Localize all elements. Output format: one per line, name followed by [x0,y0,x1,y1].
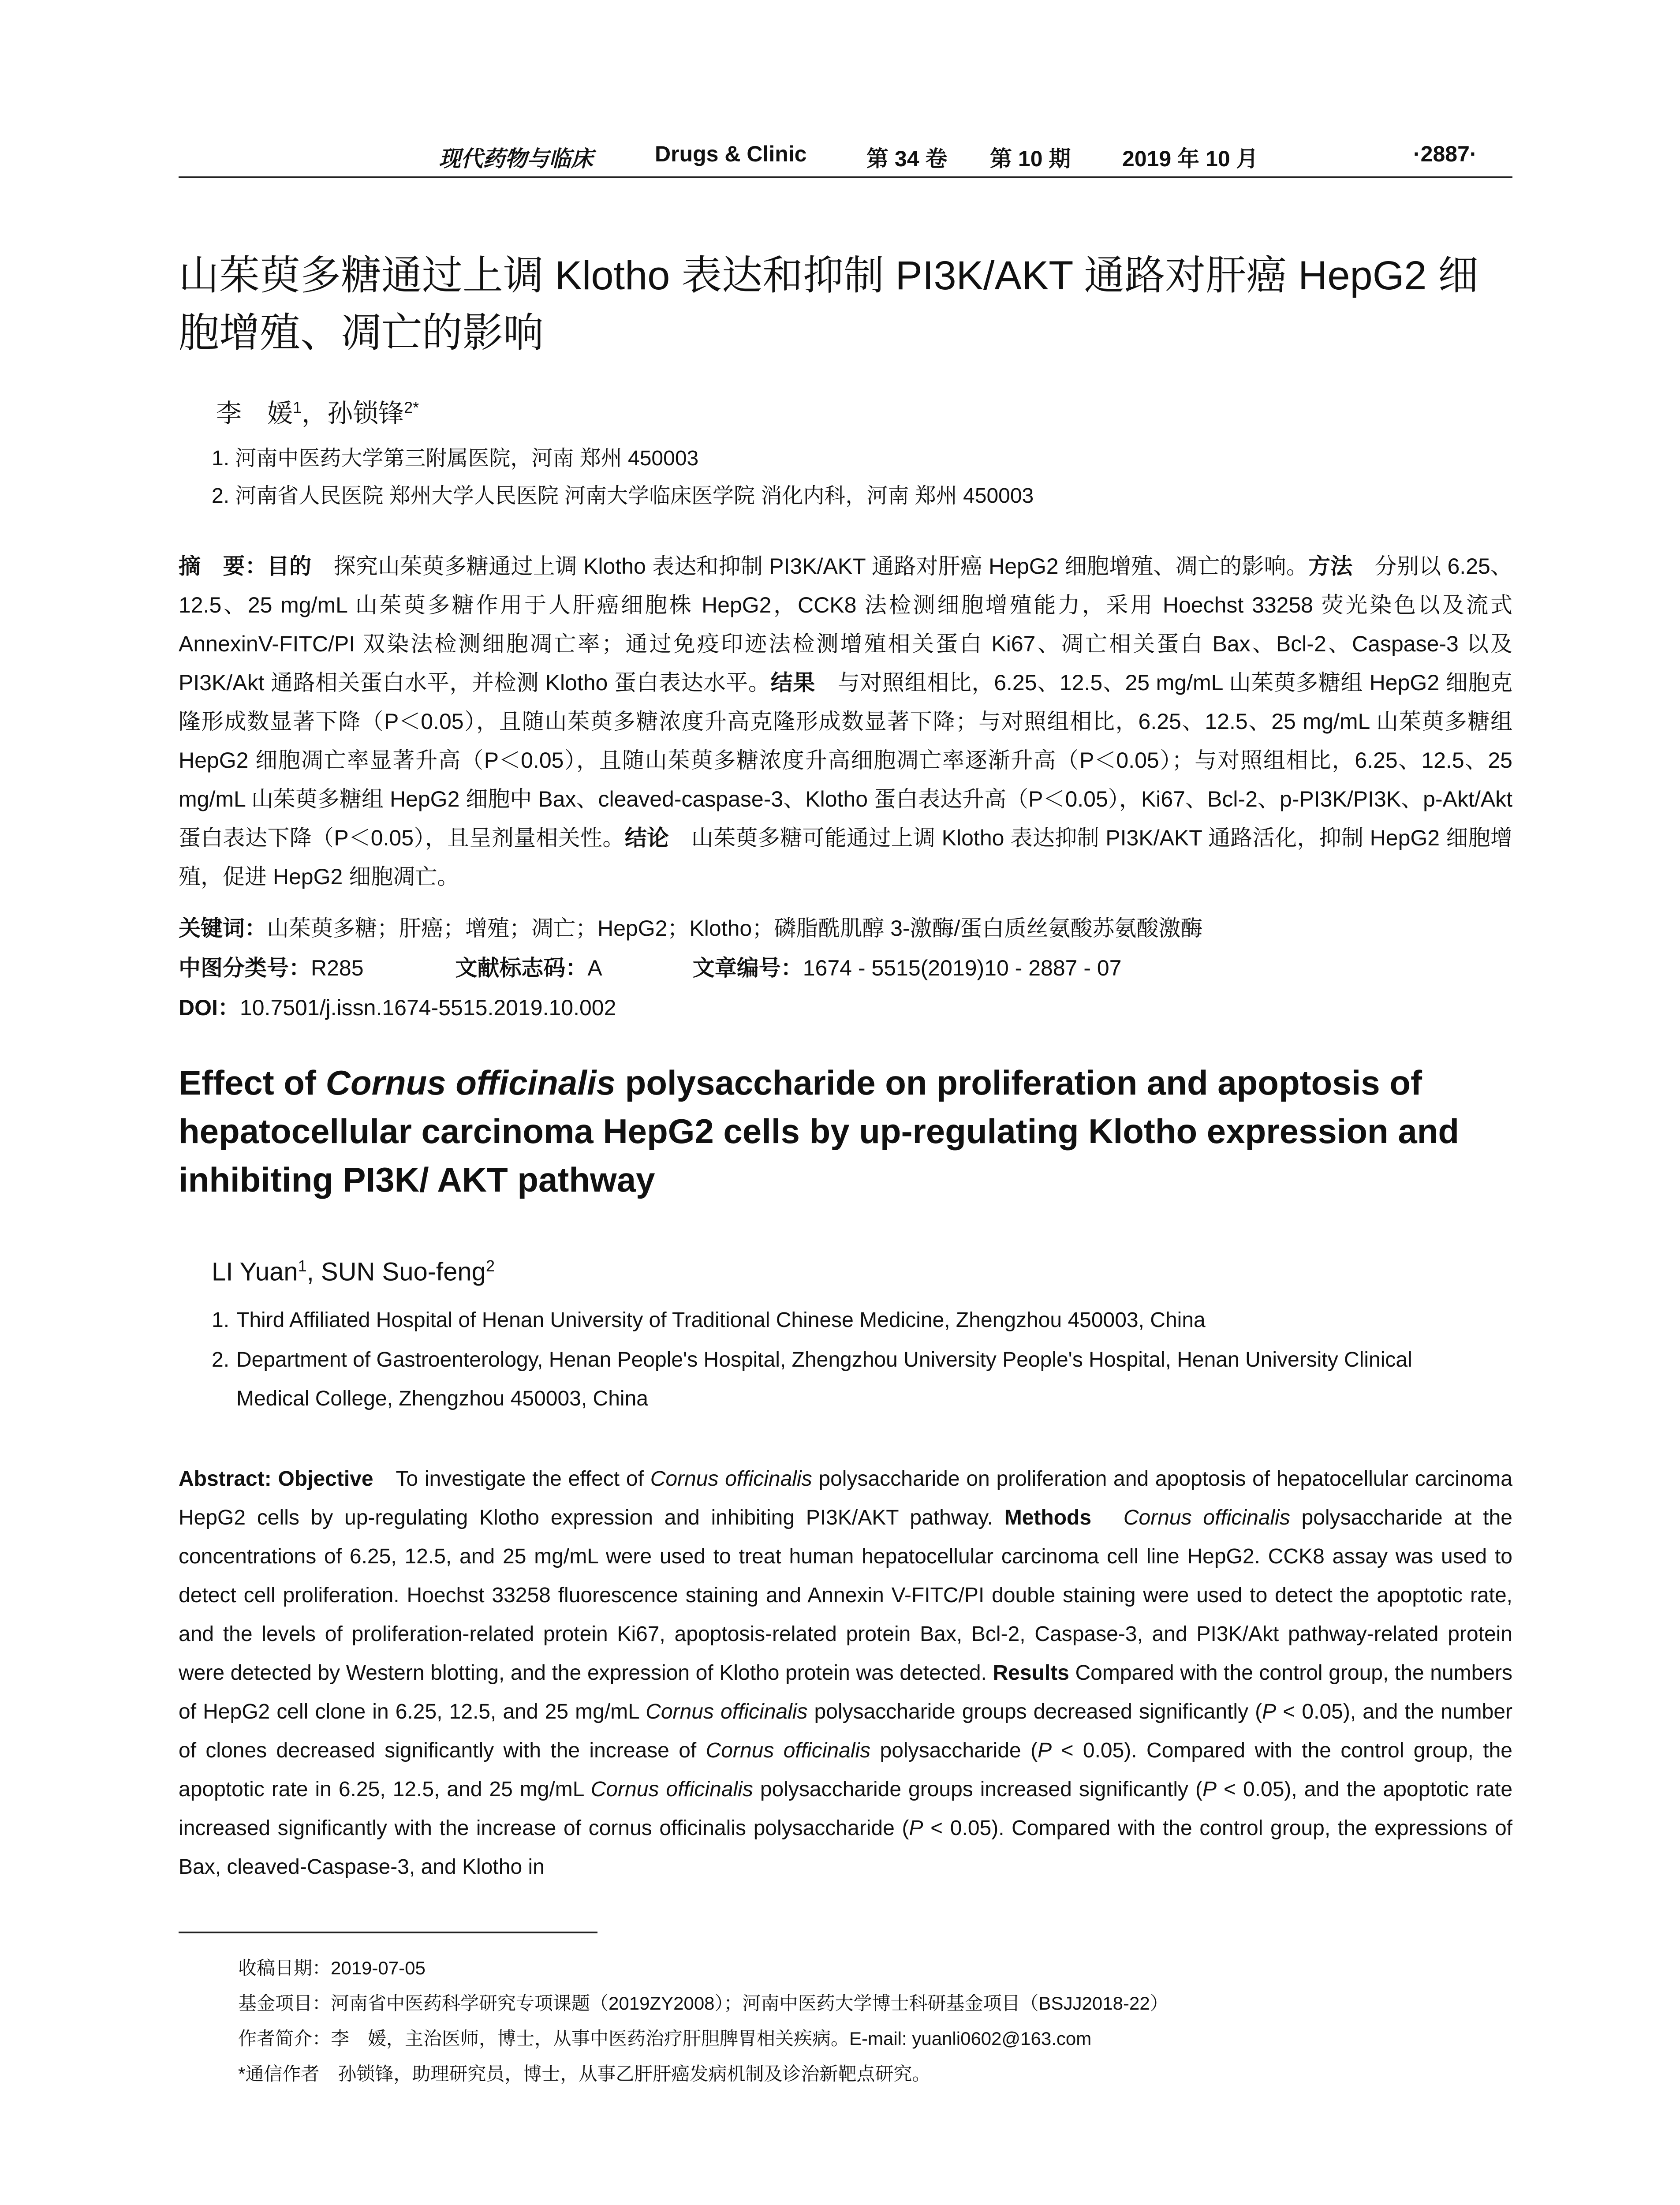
issue: 第 10 期 [990,146,1071,171]
en-objective-a: To investigate the effect of [373,1467,650,1491]
en-results-p-3: P [1202,1778,1217,1801]
doi-label: DOI： [179,995,240,1020]
en-objective-label: Objective [278,1467,373,1491]
doccode-value: A [587,956,601,980]
en-author-2: SUN Suo-feng [321,1257,486,1286]
articleno-value: 1674 - 5515(2019)10 - 2887 - 07 [803,956,1122,980]
en-results-p-2: P [1038,1739,1052,1762]
doccode-label: 文献标志码： [455,956,588,980]
cn-affiliation-2: 2. 河南省人民医院 郑州大学人民医院 河南大学临床医学院 消化内科，河南 郑州 450003 [212,484,1034,508]
journal-name-cn: 现代药物与临床 [439,146,593,172]
cn-authors [216,392,419,430]
author-2: 孙锁锋 [327,399,404,428]
journal-name-en: Drugs & Clinic [655,142,807,166]
en-objective-b: polysaccharide on proliferation and apoptosis of hepatocellular carcinoma HepG2 cells by up-regulating Klotho expression and inhibiting PI3K/AKT pathway. [179,1467,1512,1529]
cn-conclusion-label: 结论 [624,826,669,850]
keywords-label: 关键词： [179,916,267,941]
footnote-rule [179,1932,597,1933]
footnote-received: 收稿日期：2019-07-05 [238,1958,426,1978]
en-affiliation-2-line1: Department of Gastroenterology, Henan People's Hospital, Zhengzhou University People's Hospital, Henan University Clinical [236,1348,1412,1372]
en-objective-italic: Cornus officinalis [650,1467,812,1491]
volume: 第 34 卷 [866,146,948,171]
cn-title: 山茱萸多糖通过上调 Klotho 表达和抑制 PI3K/AKT 通路对肝癌 HepG2 细胞增殖、凋亡的影响 [179,253,1478,355]
en-author-2-sup: 2 [485,1257,495,1275]
author-sep: ， [302,399,328,428]
en-title-italic: Cornus officinalis [325,1063,616,1102]
header-rule [179,176,1512,178]
en-results-italic-3: Cornus officinalis [590,1778,753,1801]
cn-methods: 分别以 6.25、12.5、25 mg/mL 山茱萸多糖作用于人肝癌细胞株 HepG2，CCK8 法检测细胞增殖能力，采用 Hoechst 33258 荧光染色以及流式 AnnexinV-FITC/PI 双染法检测细胞凋亡率；通过免疫印迹法检测增殖相关蛋白 Ki67、凋亡相关蛋白 Bax、Bcl-2、Caspase-3 以及 PI3K/Akt 通路相关蛋白水平，并检测 Klotho 蛋白表达水平。 [179,554,1513,695]
en-abstract-label: Abstract: [179,1467,278,1491]
en-results-f: polysaccharide groups increased significantly ( [753,1778,1202,1801]
en-affiliation-1-text: Third Affiliated Hospital of Henan University of Traditional Chinese Medicine, Zhengzhou 450003, China [236,1308,1206,1332]
issue-date: 2019 年 10 月 [1122,146,1258,171]
en-author-sep: , [306,1257,321,1286]
author-2-sup: 2* [404,398,419,417]
cn-affiliation-1: 1. 河南中医药大学第三附属医院，河南 郑州 450003 [212,447,699,470]
en-methods: polysaccharide at the concentrations of 6.25, 12.5, and 25 mg/mL were used to treat human hepatocellular carcinoma cell line HepG2. CCK8 assay was used to detect cell proliferation. Hoechst 33258 fluorescence staining and Annexin V-FITC/PI double staining were used to detect the apoptotic rate, and the levels of proliferation-related protein Ki67, apoptosis-related protein Bax, Bcl-2, Caspase-3, and PI3K/Akt pathway-related protein were detected by Western blotting, and the expression of Klotho protein was detected. [179,1506,1512,1685]
en-title-part2: polysaccharide on proliferation and apoptosis of hepatocellular carcinoma HepG2 cells by up-regulating Klotho expression and inhibiting PI3K/ AKT pathway [179,1063,1460,1199]
en-results-c: < 0.05), and the number of clones decreased significantly with the increase of [179,1700,1513,1762]
page-number: ·2887· [1413,142,1477,166]
running-header [179,132,1512,181]
en-results-a: Compared with the control group, the numbers of HepG2 cell clone in 6.25, 12.5, and 25 mg/mL [179,1661,1513,1723]
en-results-p-4: P [909,1816,923,1840]
en-author-1: LI Yuan [212,1257,298,1286]
cn-methods-label: 方法 [1308,554,1353,579]
en-title-part1: Effect of [179,1063,326,1102]
en-affiliation-2 [212,1341,1517,1418]
cn-abstract [179,547,1512,896]
author-1-sup: 1 [293,398,302,417]
en-results-p-1: P [1262,1700,1277,1723]
keywords: 山茱萸多糖；肝癌；增殖；凋亡；HepG2；Klotho；磷脂酰肌醇 3-激酶/蛋白质丝氨酸苏氨酸激酶 [267,916,1203,941]
en-title [179,1058,1512,1204]
articleno-label: 文章编号： [692,956,803,980]
doi-line [179,990,616,1022]
cn-objective-label: 目的 [267,554,312,579]
en-abstract [179,1460,1512,1887]
en-results-italic-2: Cornus officinalis [706,1739,871,1762]
en-results-d: polysaccharide ( [870,1739,1038,1762]
clc-value: R285 [311,956,364,980]
cn-objective: 探究山茱萸多糖通过上调 Klotho 表达和抑制 PI3K/AKT 通路对肝癌 HepG2 细胞增殖、凋亡的影响。 [311,554,1309,579]
doi-value: 10.7501/j.issn.1674-5515.2019.10.002 [239,995,616,1020]
en-author-1-sup: 1 [298,1257,307,1275]
clc-label: 中图分类号： [179,956,311,980]
en-results-g: < 0.05), and the apoptotic rate increased significantly with the increase of cornus officinalis polysaccharide ( [179,1778,1513,1840]
keywords-line [179,911,1202,942]
footnote-author: 作者简介：李 媛，主治医师，博士，从事中医药治疗肝胆脾胃相关疾病。E-mail: yuanli0602@163.com [238,2028,1092,2049]
en-results-h: < 0.05). Compared with the control group, the expressions of Bax, cleaved-Caspase-3, and Klotho in [179,1816,1512,1879]
cn-results-label: 结果 [770,670,815,695]
en-affiliation-1-num: 1. [212,1308,230,1332]
en-authors [212,1257,495,1286]
en-results-e: < 0.05). Compared with the control group, the apoptotic rate in 6.25, 12.5, and 25 mg/mL [179,1739,1512,1801]
en-results-label: Results [993,1661,1069,1685]
en-results-b: polysaccharide groups decreased significantly ( [807,1700,1262,1723]
cn-results: 与对照组相比，6.25、12.5、25 mg/mL 山茱萸多糖组 HepG2 细胞克隆形成数显著下降（P＜0.05），且随山茱萸多糖浓度升高克隆形成数显著下降；与对照组相比，6.25、12.5、25 mg/mL 山茱萸多糖组 HepG2 细胞凋亡率显著升高（P＜0.05），且随山茱萸多糖浓度升高细胞凋亡率逐渐升高（P＜0.05）；与对照组相比，6.25、12.5、25 mg/mL 山茱萸多糖组 HepG2 细胞中 Bax、cleaved-caspase-3、Klotho 蛋白表达升高（P＜0.05），Ki67、Bcl-2、p-PI3K/PI3K、p-Akt/Akt 蛋白表达下降（P＜0.05），且呈剂量相关性。 [179,670,1513,850]
footnote-corresponding: *通信作者 孙锁锋，助理研究员，博士，从事乙肝肝癌发病机制及诊治新靶点研究。 [238,2063,931,2084]
en-affiliation-1 [212,1301,1517,1340]
en-affiliation-2-line2: Medical College, Zhengzhou 450003, China [236,1387,648,1410]
en-methods-italic: Cornus officinalis [1091,1506,1290,1529]
cn-conclusion: 山茱萸多糖可能通过上调 Klotho 表达抑制 PI3K/AKT 通路活化，抑制 HepG2 细胞增殖，促进 HepG2 细胞凋亡。 [179,826,1513,889]
author-1: 李 媛 [216,399,293,428]
en-methods-label: Methods [1004,1506,1092,1529]
en-results-italic-1: Cornus officinalis [646,1700,808,1723]
cn-abstract-label: 摘 要： [179,554,267,579]
classification-line [179,950,1122,982]
footnote-fund: 基金项目：河南省中医药科学研究专项课题（2019ZY2008）；河南中医药大学博士科研基金项目（BSJJ2018-22） [238,1993,1169,2014]
en-affiliation-2-num: 2. [212,1348,230,1372]
